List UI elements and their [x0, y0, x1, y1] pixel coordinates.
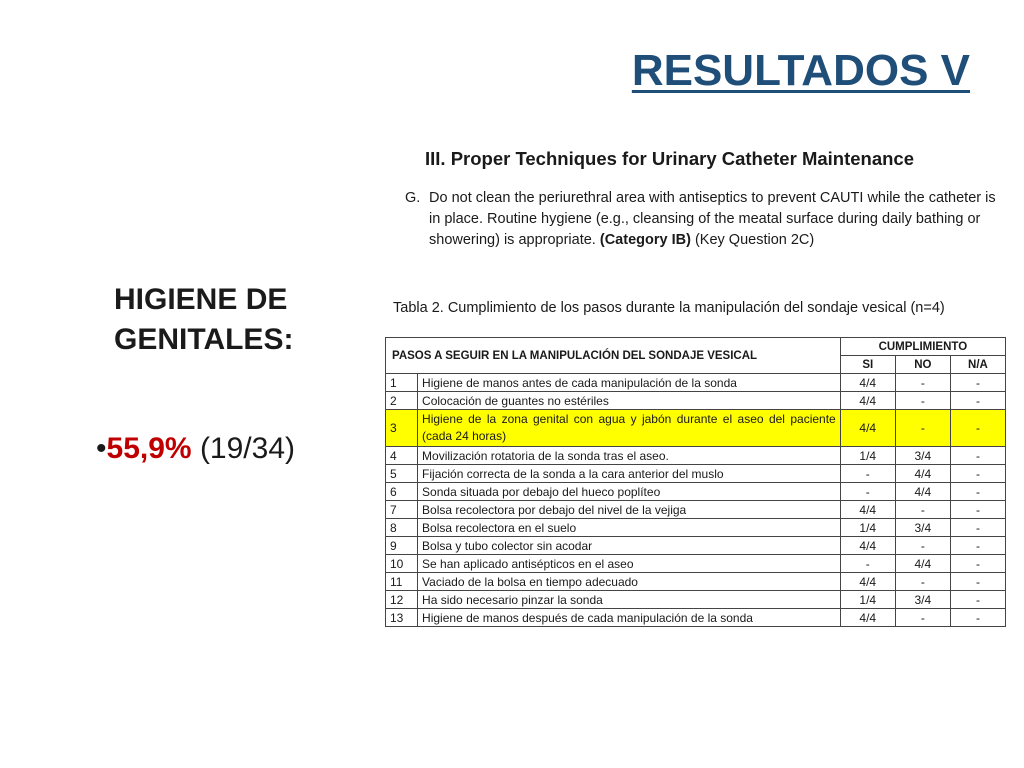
- section-heading: [96, 280, 356, 360]
- table-row: [386, 374, 1006, 392]
- row-na: -: [950, 519, 1005, 537]
- table-row: [386, 501, 1006, 519]
- row-si: 1/4: [840, 447, 895, 465]
- row-na: -: [950, 591, 1005, 609]
- row-na: -: [950, 465, 1005, 483]
- row-si: 4/4: [840, 609, 895, 627]
- row-no: -: [895, 392, 950, 410]
- table-row: [386, 392, 1006, 410]
- row-step: Bolsa recolectora por debajo del nivel de la vejiga: [418, 501, 841, 519]
- table-caption: Tabla 2. Cumplimiento de los pasos durante la manipulación del sondaje vesical (n=4): [393, 300, 945, 316]
- row-number: 1: [386, 374, 418, 392]
- row-si: 4/4: [840, 410, 895, 447]
- row-number: 2: [386, 392, 418, 410]
- row-no: -: [895, 410, 950, 447]
- row-na: -: [950, 447, 1005, 465]
- row-number: 11: [386, 573, 418, 591]
- row-na: -: [950, 374, 1005, 392]
- row-si: 4/4: [840, 573, 895, 591]
- row-number: 7: [386, 501, 418, 519]
- row-number: 6: [386, 483, 418, 501]
- row-number: 9: [386, 537, 418, 555]
- row-step: Bolsa y tubo colector sin acodar: [418, 537, 841, 555]
- guideline-category: (Category IB): [599, 232, 691, 248]
- row-step: Ha sido necesario pinzar la sonda: [418, 591, 841, 609]
- table-row: [386, 519, 1006, 537]
- row-step: Vaciado de la bolsa en tiempo adecuado: [418, 573, 841, 591]
- row-number: 3: [386, 410, 418, 447]
- bullet-marker: •: [96, 432, 107, 465]
- table-row: [386, 555, 1006, 573]
- row-si: 4/4: [840, 374, 895, 392]
- row-na: -: [950, 483, 1005, 501]
- compliance-stat: [96, 432, 295, 466]
- row-si: 4/4: [840, 501, 895, 519]
- steps-header: PASOS A SEGUIR EN LA MANIPULACIÓN DEL SONDAJE VESICAL: [386, 338, 841, 374]
- table-row: [386, 573, 1006, 591]
- table-row: [386, 537, 1006, 555]
- col-si-header: SI: [840, 356, 895, 374]
- row-si: -: [840, 465, 895, 483]
- row-step: Bolsa recolectora en el suelo: [418, 519, 841, 537]
- row-step: Fijación correcta de la sonda a la cara anterior del muslo: [418, 465, 841, 483]
- row-number: 12: [386, 591, 418, 609]
- row-step: Sonda situada por debajo del hueco poplíteo: [418, 483, 841, 501]
- row-si: 4/4: [840, 392, 895, 410]
- row-si: -: [840, 483, 895, 501]
- row-na: -: [950, 573, 1005, 591]
- row-number: 4: [386, 447, 418, 465]
- row-no: 4/4: [895, 555, 950, 573]
- guideline-title: III. Proper Techniques for Urinary Catheter Maintenance: [425, 148, 914, 169]
- row-na: -: [950, 609, 1005, 627]
- row-no: 4/4: [895, 465, 950, 483]
- row-step: Colocación de guantes no estériles: [418, 392, 841, 410]
- row-step: Movilización rotatoria de la sonda tras el aseo.: [418, 447, 841, 465]
- guideline-key-question: (Key Question 2C): [694, 232, 815, 248]
- row-si: 4/4: [840, 537, 895, 555]
- row-no: 3/4: [895, 447, 950, 465]
- row-na: -: [950, 410, 1005, 447]
- row-step: Se han aplicado antisépticos en el aseo: [418, 555, 841, 573]
- row-si: 1/4: [840, 591, 895, 609]
- guideline-excerpt: [405, 148, 1005, 251]
- row-no: 3/4: [895, 591, 950, 609]
- row-no: -: [895, 537, 950, 555]
- col-na-header: N/A: [950, 356, 1005, 374]
- table-row: [386, 591, 1006, 609]
- row-number: 13: [386, 609, 418, 627]
- stat-fraction: (19/34): [199, 432, 295, 465]
- row-na: -: [950, 392, 1005, 410]
- table-row: [386, 465, 1006, 483]
- row-na: -: [950, 537, 1005, 555]
- row-no: 3/4: [895, 519, 950, 537]
- guideline-text: Do not clean the periurethral area with antiseptics to prevent CAUTI while the catheter is in place. Routine hygiene (e.g., cleansing of the meatal surface during daily bathing or showering) is appropriate.: [429, 190, 996, 248]
- compliance-table: [385, 337, 1006, 627]
- row-no: -: [895, 501, 950, 519]
- row-si: 1/4: [840, 519, 895, 537]
- row-step: Higiene de manos antes de cada manipulación de la sonda: [418, 374, 841, 392]
- row-number: 5: [386, 465, 418, 483]
- row-na: -: [950, 501, 1005, 519]
- table-row: [386, 483, 1006, 501]
- stat-percent: 55,9%: [106, 432, 192, 465]
- table-row-highlighted: [386, 410, 1006, 447]
- compliance-header: CUMPLIMIENTO: [840, 338, 1005, 356]
- row-step: Higiene de la zona genital con agua y jabón durante el aseo del paciente (cada 24 horas): [418, 410, 841, 447]
- guideline-body: [405, 188, 1005, 251]
- row-no: 4/4: [895, 483, 950, 501]
- row-na: -: [950, 555, 1005, 573]
- row-number: 10: [386, 555, 418, 573]
- col-no-header: NO: [895, 356, 950, 374]
- table-row: [386, 609, 1006, 627]
- guideline-letter: G.: [405, 190, 421, 206]
- row-number: 8: [386, 519, 418, 537]
- row-no: -: [895, 573, 950, 591]
- heading-line-1: HIGIENE DE: [114, 283, 288, 316]
- row-step: Higiene de manos después de cada manipulación de la sonda: [418, 609, 841, 627]
- row-no: -: [895, 609, 950, 627]
- table-row: [386, 447, 1006, 465]
- row-si: -: [840, 555, 895, 573]
- row-no: -: [895, 374, 950, 392]
- heading-line-2: GENITALES:: [114, 323, 294, 356]
- slide-title: RESULTADOS V: [631, 46, 970, 95]
